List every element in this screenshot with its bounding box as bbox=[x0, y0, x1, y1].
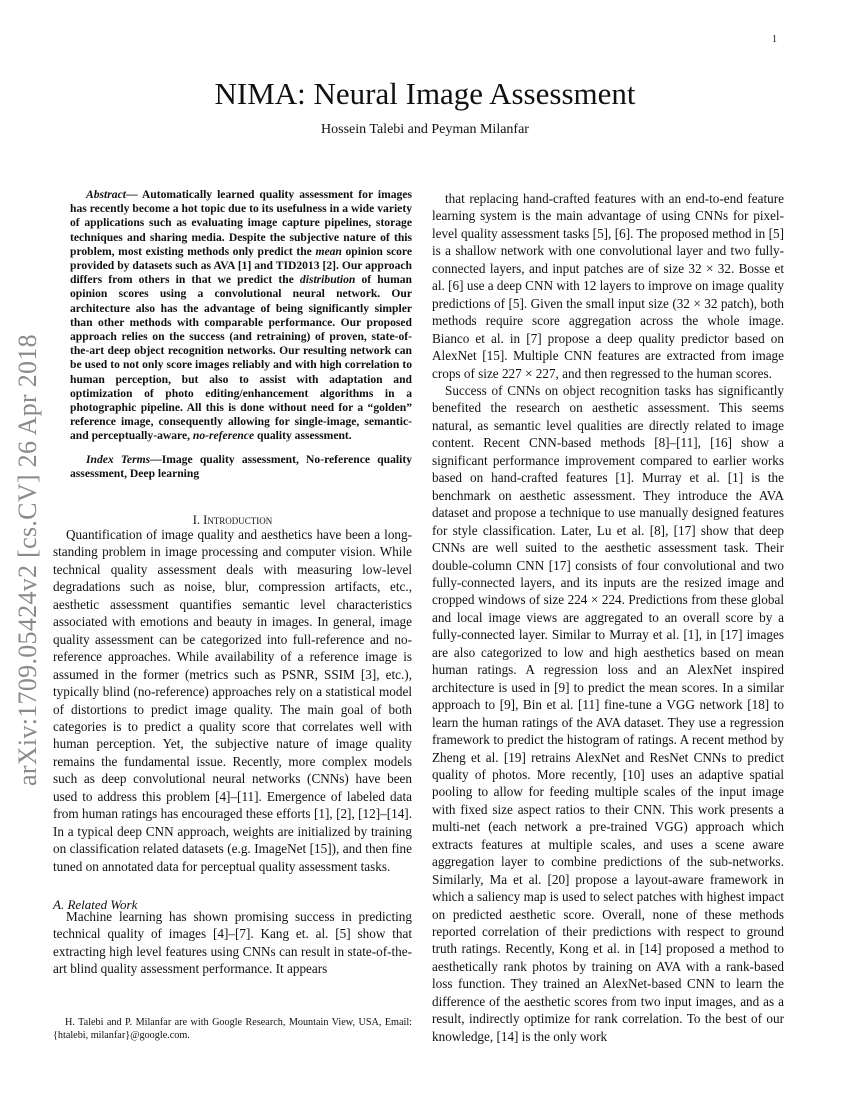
authors: Hossein Talebi and Peyman Milanfar bbox=[321, 122, 529, 137]
emphasis-text: mean bbox=[315, 244, 342, 258]
paragraph bbox=[432, 382, 784, 1045]
emphasis-text: Abstract bbox=[86, 188, 126, 201]
arxiv-stamp bbox=[8, 290, 48, 830]
text-run: Machine learning has shown promising success in predicting technical quality of images [4]–[7]. Kang et. al. [5] show that extracting high level features using CNNs can result in state-of-the-art blind quality assessment performance. It appears bbox=[53, 909, 412, 977]
page-number: 1 bbox=[772, 34, 777, 45]
paragraph bbox=[70, 453, 412, 481]
text-run: that replacing hand-crafted features with an end-to-end feature learning system is the main advantage of using CNNs for pixel-level quality assessment tasks [5], [6]. The proposed method in [5] is a shallow network with one convolutional layer and two fully-connected layers, and input patches are of size 32 × 32. Bosse et al. [6] use a deep CNN with 12 layers to improve on image quality predictions of [5]. Given the small input size (32 × 32 patch), both methods require score aggregation across the whole image. Bianco et al. in [7] propose a deep quality predictor based on AlexNet [15]. Multiple CNN features are extracted from image crops of size 227 × 227, and then regressed to the human scores. bbox=[432, 191, 784, 381]
text-run: quality assessment. bbox=[254, 429, 352, 443]
paragraph bbox=[432, 190, 784, 382]
paragraph bbox=[53, 908, 412, 978]
footnote-text: H. Talebi and P. Milanfar are with Google Research, Mountain View, USA, Email: {htalebi, milanfar}@google.com. bbox=[53, 1017, 412, 1041]
paper-title: NIMA: Neural Image Assessment bbox=[214, 76, 636, 111]
emphasis-text: distribution bbox=[299, 273, 356, 287]
section-heading-introduction: I. Introduction bbox=[192, 513, 273, 527]
subsection-heading-related-work: A. Related Work bbox=[53, 897, 138, 912]
paragraph bbox=[53, 526, 412, 875]
author-footnote bbox=[53, 1017, 412, 1042]
text-run: Quantification of image quality and aesthetics have been a long-standing problem in image processing and computer vision. While technical quality assessment deals with measuring low-level degradations such as noise, blur, compression artifacts, etc., aesthetic assessment quantifies semantic level characteristics associated with emotions and beauty in images. In general, image quality assessment can be categorized into full-reference and no-reference approaches. While availability of a reference image is assumed in the former (metrics such as PSNR, SSIM [3], etc.), typically blind (no-reference) approaches rely on a statistical model of distortions to predict image quality. The main goal of both categories is to predict a quality score that correlates well with human perception. Yet, the subjective nature of image quality remains the fundamental issue. Recently, more complex models such as deep convolutional neural networks (CNNs) have been used to address this problem [4]–[11]. Emergence of labeled data from human ratings has encouraged these efforts [1], [2], [12]–[14]. In a typical deep CNN approach, weights are initialized by training on classification related datasets (e.g. ImageNet [15]), and then fine tuned on annotated data for perceptual quality assessment tasks. bbox=[53, 527, 412, 874]
emphasis-text: no-reference bbox=[192, 429, 255, 443]
abstract bbox=[70, 188, 412, 481]
arxiv-stamp-text: arXiv:1709.05424v2 [cs.CV] 26 Apr 2018 bbox=[13, 334, 42, 786]
text-run: Success of CNNs on object recognition tasks has significantly benefited the research on aesthetic assessment. This seems natural, as semantic level qualities are directly related to image content. Recent CNN-based methods [8]–[11], [16] show a significant performance improvement compared to earlier works based on hand-crafted features [1]. Murray et al. [1] is the benchmark on aesthetic assessment. They introduce the AVA dataset and propose a technique to use manually designed features for style classification. Later, Lu et al. [8], [17] show that deep CNNs are well suited to the aesthetic assessment task. Their double-column CNN [17] consists of four convolutional and two fully-connected layers, and its inputs are the resized image and cropped windows of size 224 × 224. Predictions from these global and local image views are aggregated to an overall score by a fully-connected layer. Similar to Murray et al. [1], in [17] images are also categorized to low and high aesthetics based on mean human ratings. A regression loss and an AlexNet inspired architecture is used in [9] to predict the mean scores. In a similar approach to [9], Bin et al. [11] fine-tune a VGG network [18] to learn the human ratings of the AVA dataset. They use a regression framework to predict the histogram of ratings. A recent method by Zheng et al. [19] retrains AlexNet and ResNet CNNs to predict quality of photos. More recently, [10] uses an adaptive spatial pooling to allow for feeding multiple scales of the input image with fixed size aspect ratios to their CNN. This work presents a multi-net (each network a pre-trained VGG) approach which extracts features at multiple scales, and uses a scene aware aggregation layer to combine predictions of the sub-networks. Similarly, Ma et al. [20] propose a layout-aware framework in which a saliency map is used to select patches with highest impact on predicted aesthetic score. Overall, none of these methods reported correlation of their predictions with respect to ground truth ratings. Recently, Kong et al. in [14] proposed a method to aesthetically rank photos by training on AVA with a rank-based loss function. They trained an AlexNet-based CNN to learn the difference of the aesthetic scores from two input images, and as a result, indirectly optimize for rank correlation. To the best of our knowledge, [14] is the only work bbox=[432, 382, 784, 1044]
text-run: of human opinion scores using a convolutional neural network. Our architecture also has the advantage of being significantly simpler than other methods with comparable performance. Our proposed approach relies on the success (and retraining) of proven, state-of-the-art deep object recognition networks. Our resulting network can be used to not only score images reliably and with high correlation to human perception, but also to assist with adaptation and optimization of photo editing/enhancement algorithms in a photographic pipeline. All this is done without need for a “golden” reference image, consequently allowing for single-image, semantic- and perceptually-aware, bbox=[70, 273, 412, 443]
paragraph bbox=[70, 188, 412, 444]
introduction-body bbox=[53, 526, 412, 875]
text-run: opinion score provided by datasets such as AVA [1] and TID2013 [2]. Our approach differs from others in that we predict the bbox=[70, 244, 412, 287]
related-work-body bbox=[53, 908, 412, 978]
text-run: —Image quality assessment, No-reference quality assessment, Deep learning bbox=[70, 452, 412, 480]
text-run: — Automatically learned quality assessment for images has recently become a hot topic due to its usefulness in a wide variety of applications such as evaluating image capture pipelines, storage techniques and sharing media. Despite the subjective nature of this problem, most existing methods only predict the bbox=[70, 188, 412, 258]
emphasis-text: Index Terms bbox=[86, 452, 151, 466]
right-column-body bbox=[432, 190, 784, 1045]
